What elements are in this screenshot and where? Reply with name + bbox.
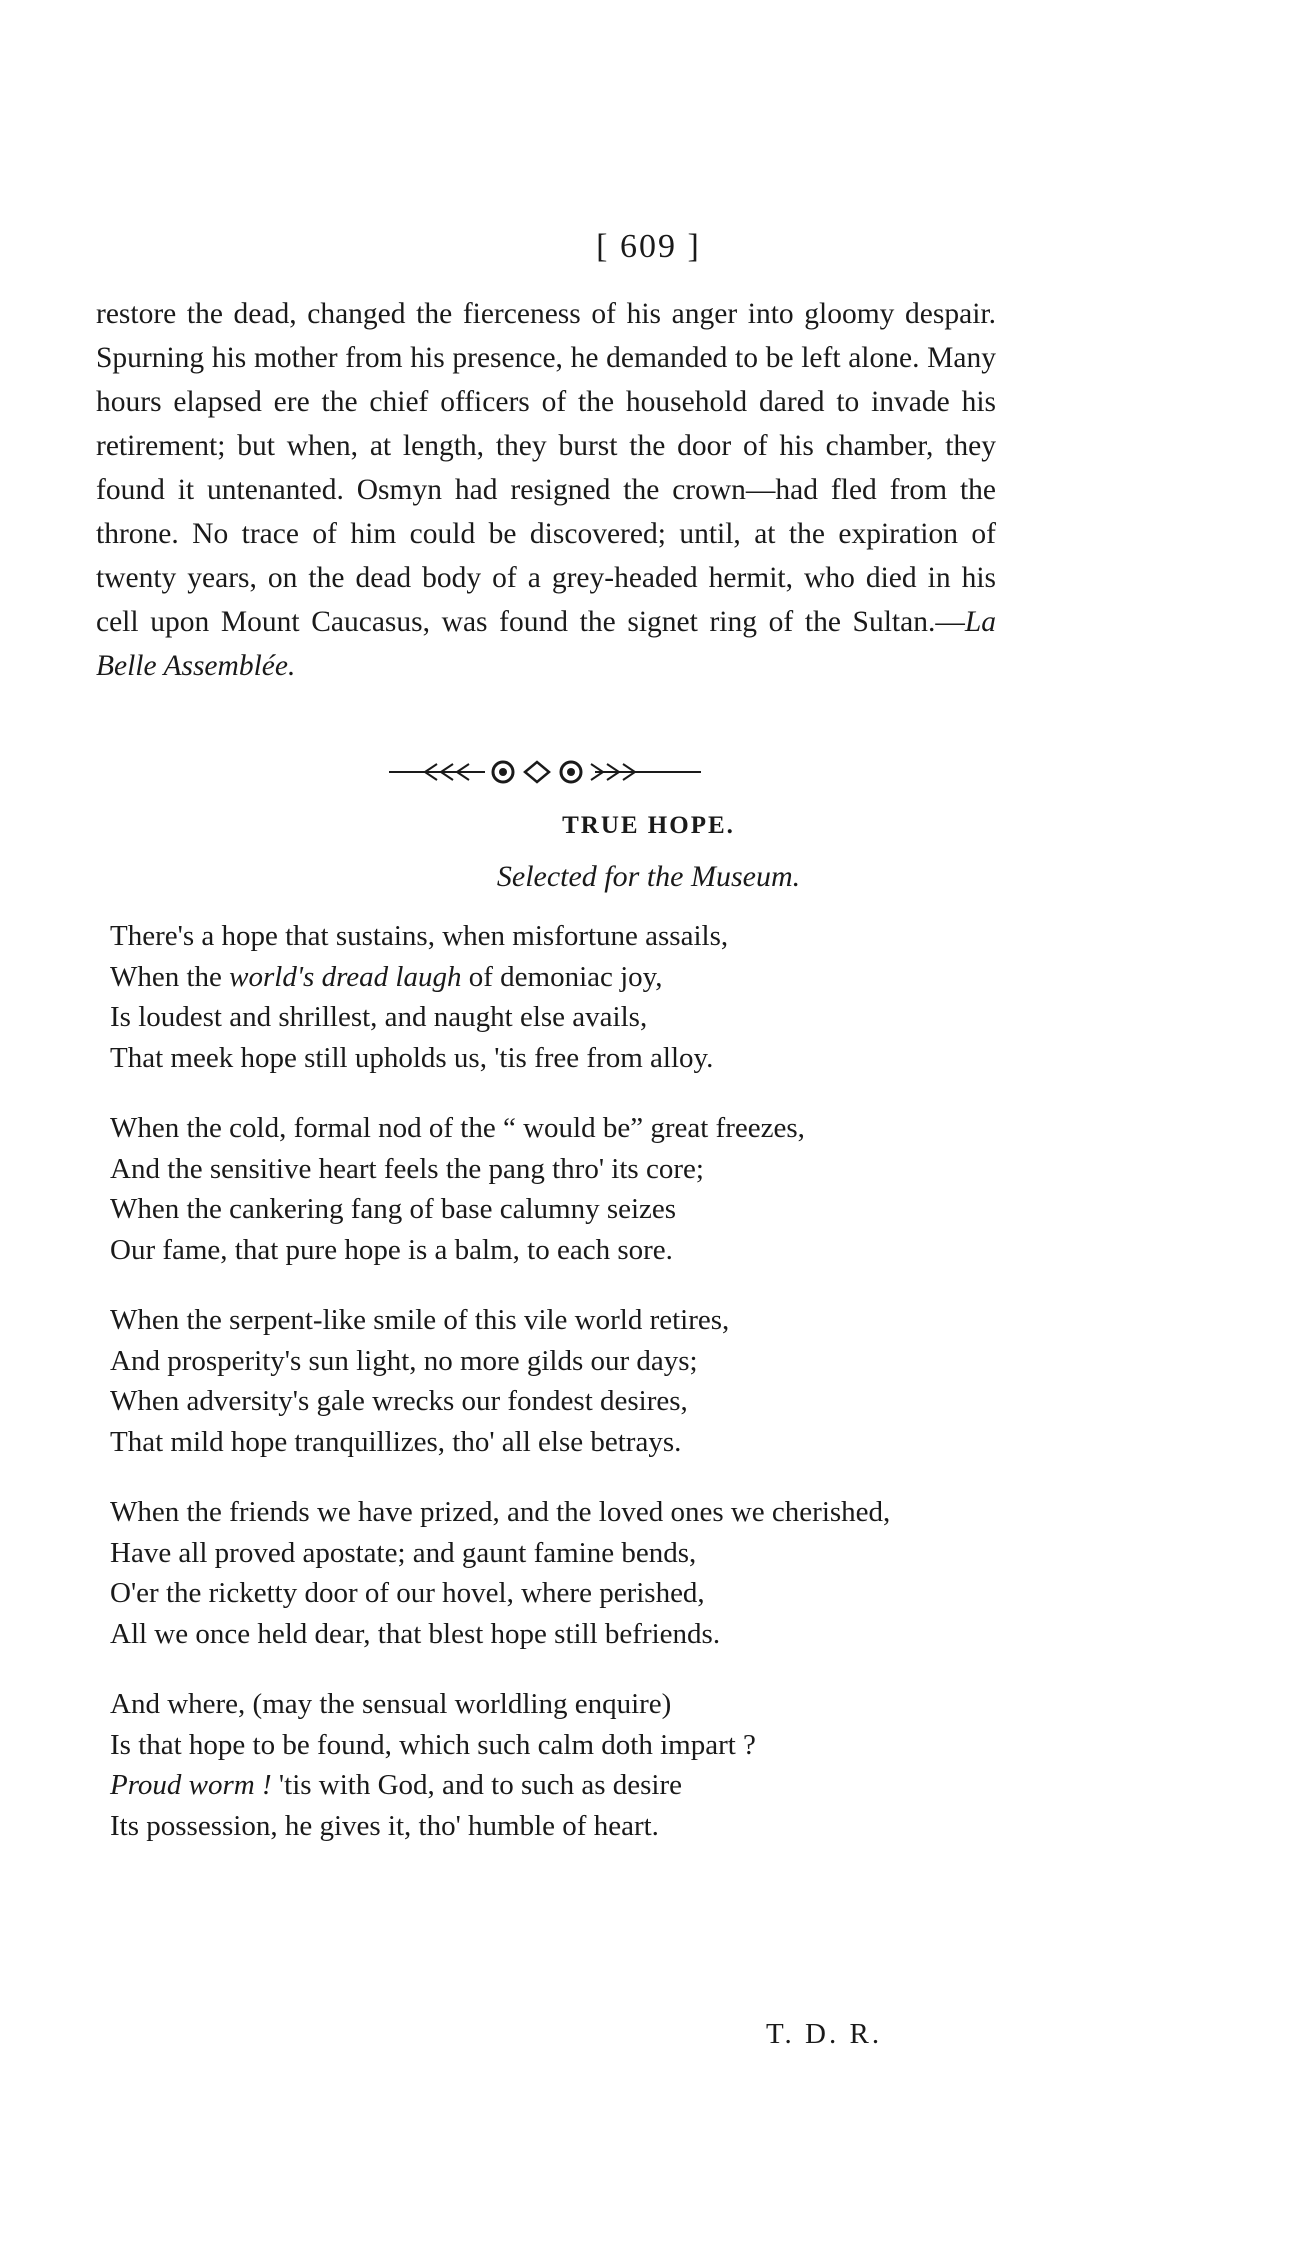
poem-line: Our fame, that pure hope is a balm, to each sore. — [110, 1233, 673, 1266]
stanza — [110, 1108, 1010, 1270]
prose-paragraph — [96, 292, 996, 688]
poem-line: When the cold, formal nod of the “ would be” great freezes, — [110, 1112, 805, 1144]
poem-line: Is that hope to be found, which such calm doth impart ? — [110, 1728, 756, 1761]
poem-line-italic: Proud worm ! — [110, 1769, 272, 1801]
poem-line: And prosperity's sun light, no more gilds our days; — [110, 1344, 698, 1377]
poem-line-text: When the — [110, 960, 230, 993]
poem-line-text: of demoniac joy, — [461, 960, 663, 993]
poem-line: O'er the ricketty door of our hovel, where perished, — [110, 1577, 705, 1609]
poem-line: That meek hope still upholds us, 'tis free from alloy. — [110, 1041, 714, 1074]
prose-text — [96, 292, 996, 688]
poem-line: That mild hope tranquillizes, tho' all else betrays. — [110, 1425, 682, 1458]
poem-line — [110, 957, 1010, 998]
poem-line: There's a hope that sustains, when misfortune assails, — [110, 920, 729, 952]
poem-stanzas — [110, 916, 1010, 1876]
poem-signature: T. D. R. — [766, 2018, 883, 2050]
stanza — [110, 1300, 1010, 1462]
stanza — [110, 916, 1010, 1078]
poem-line-italic: world's dread laugh — [229, 960, 462, 993]
poem-line: When the friends we have prized, and the loved ones we cherished, — [110, 1496, 891, 1528]
poem-line: When the serpent-like smile of this vile world retires, — [110, 1304, 730, 1336]
poem-line: All we once held dear, that blest hope still befriends. — [110, 1617, 721, 1650]
poem-line: Is loudest and shrillest, and naught else avails, — [110, 1001, 648, 1033]
poem-line: And the sensitive heart feels the pang thro' its core; — [110, 1152, 704, 1185]
poem-line — [110, 1765, 1010, 1806]
poem-subtitle: Selected for the Museum. — [496, 860, 801, 893]
stanza — [110, 1684, 1010, 1846]
prose-body: restore the dead, changed the fierceness of his anger into gloomy despair. Spurning his mother from his presence, he demanded to be left alone. Many hours elapsed ere the chief officers of the household dared to invade his retirement; but when, at length, they burst the door of his chamber, they found it untenanted. Osmyn had resigned the crown—had fled from the throne. No trace of him could be discovered; until, at the expiration of twenty years, on the dead body of a grey-headed hermit, who died in his cell upon Mount Caucasus, was found the signet ring of the Sultan.— — [96, 298, 996, 638]
poem-line: When adversity's gale wrecks our fondest desires, — [110, 1385, 688, 1417]
ornament-divider — [385, 752, 705, 792]
poem-line-text: 'tis with God, and to such as desire — [271, 1769, 683, 1801]
prose-source: La Belle Assemblée. — [96, 606, 996, 682]
poem-line: Have all proved apostate; and gaunt famine bends, — [110, 1536, 697, 1569]
stanza — [110, 1492, 1010, 1654]
page-number: [ 609 ] — [596, 228, 701, 265]
poem-title: TRUE HOPE. — [562, 812, 735, 839]
poem-line: When the cankering fang of base calumny seizes — [110, 1193, 677, 1225]
poem-line: And where, (may the sensual worldling enquire) — [110, 1688, 672, 1720]
poem-line: Its possession, he gives it, tho' humble of heart. — [110, 1809, 659, 1842]
